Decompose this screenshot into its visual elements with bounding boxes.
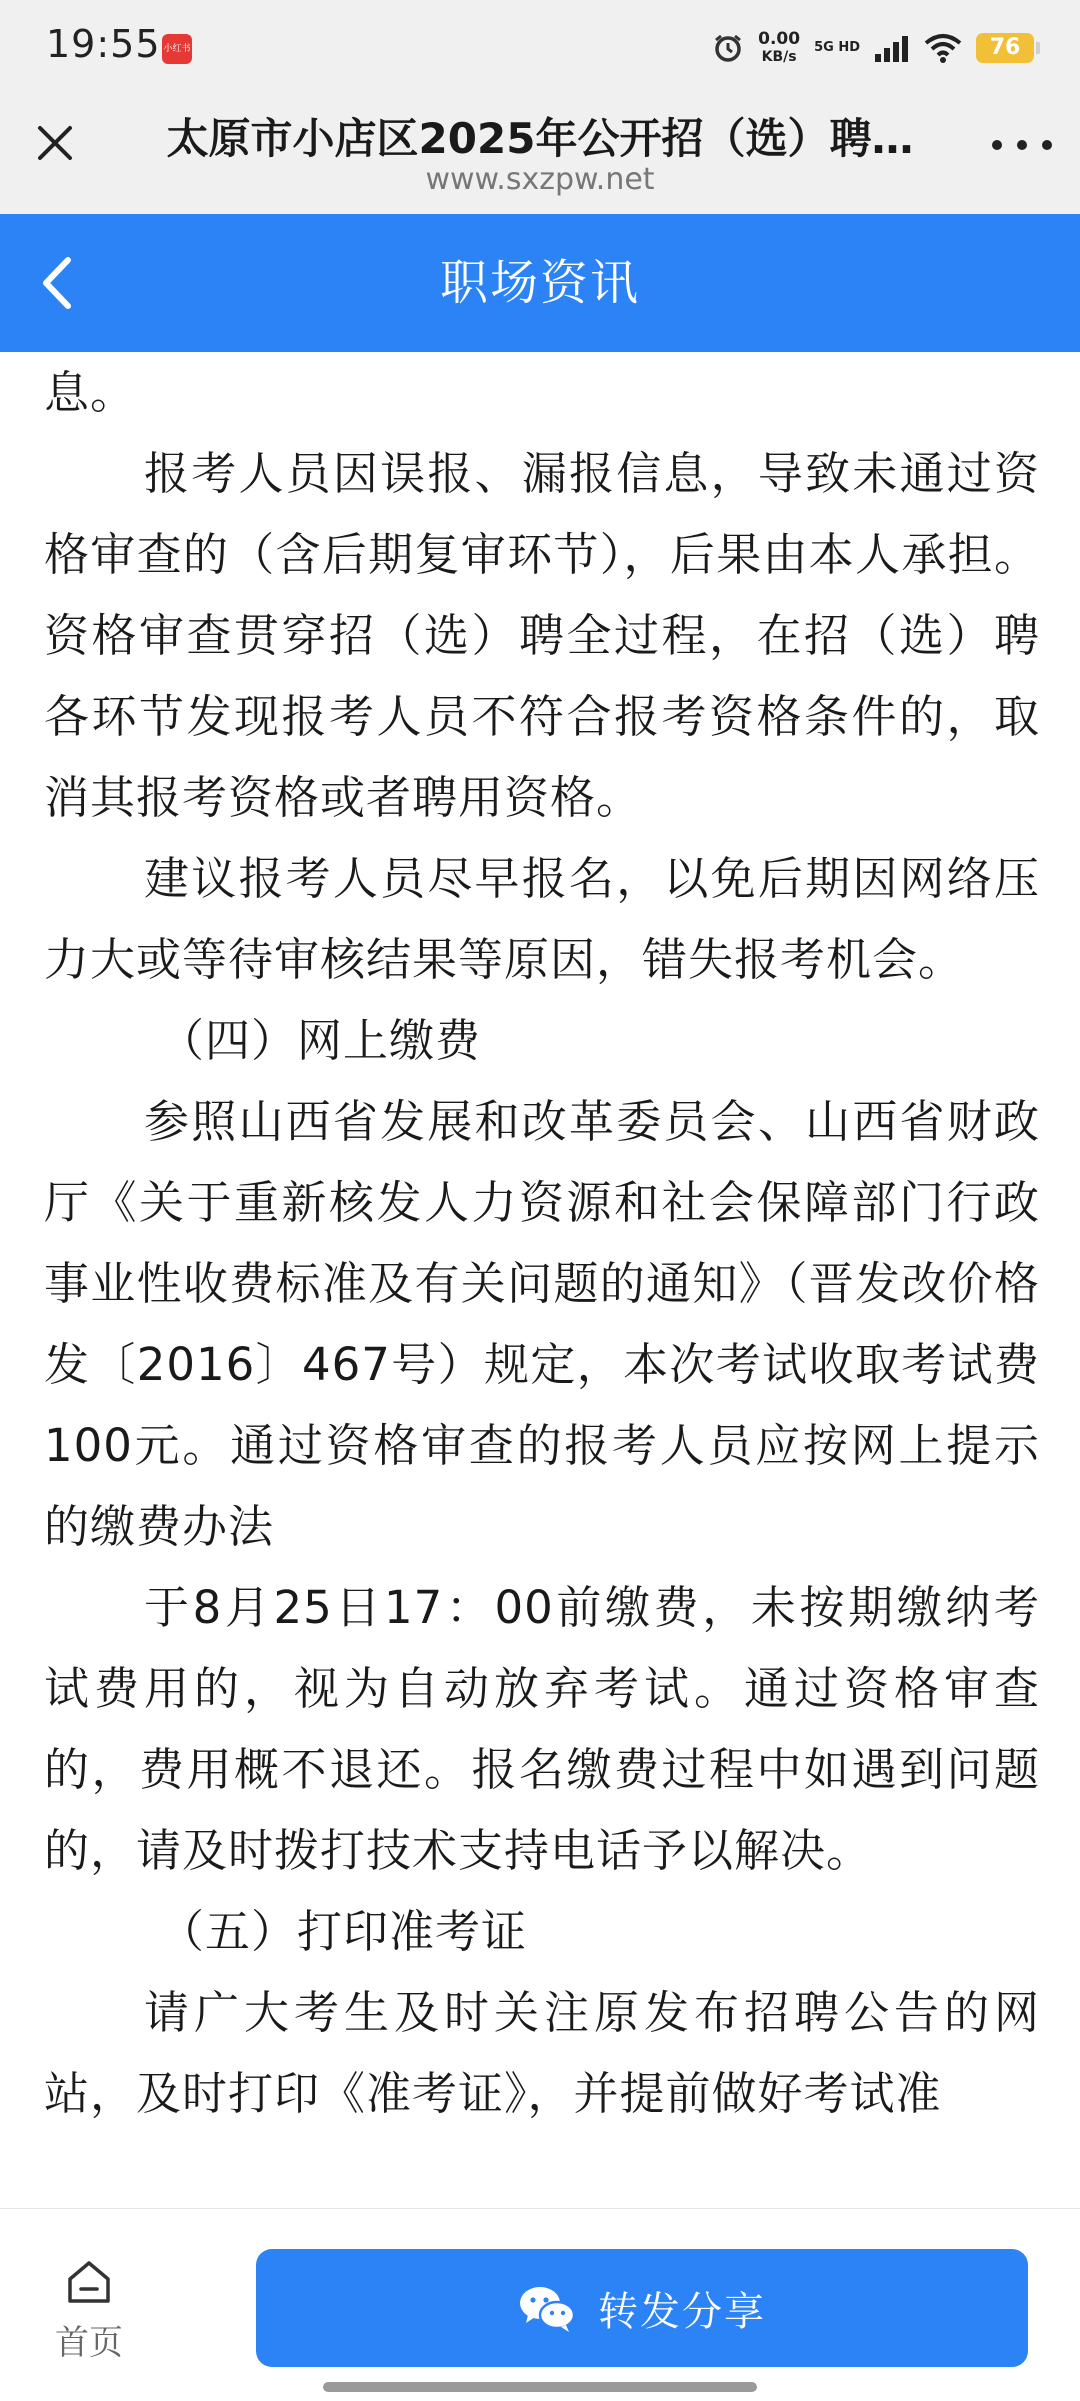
cellular-signal-icon bbox=[874, 34, 910, 62]
home-icon bbox=[64, 2257, 114, 2307]
network-type-top: 5G HD bbox=[814, 40, 860, 55]
dot bbox=[992, 140, 1002, 150]
close-icon[interactable] bbox=[30, 118, 80, 168]
alarm-clock-icon bbox=[712, 32, 744, 64]
section-heading: （五）打印准考证 bbox=[159, 1905, 528, 1958]
bottom-action-bar bbox=[0, 2208, 1080, 2401]
article-paragraph: 于8月25日17：00前缴费，未按期缴纳考试费用的，视为自动放弃考试。通过资格审查的，费用概不退还。报名缴费过程中如遇到问题的，请及时拨打技术支持电话予以解决。 bbox=[44, 1581, 1040, 1877]
battery-indicator: 76 bbox=[976, 33, 1034, 63]
network-speed-unit: KB/s bbox=[761, 49, 797, 65]
browser-title-bar bbox=[0, 96, 1080, 214]
article-paragraph: 参照山西省发展和改革委员会、山西省财政厅《关于重新核发人力资源和社会保障部门行政事业性收费标准及有关问题的通知》（晋发改价格发〔2016〕467号）规定，本次考试收取考试费100元。通过资格审查的报考人员应按网上提示的缴费办法 bbox=[44, 1095, 1040, 1553]
section-heading: （四）网上缴费 bbox=[159, 1014, 482, 1067]
dot bbox=[1017, 140, 1027, 150]
gesture-home-indicator[interactable] bbox=[323, 2382, 757, 2392]
home-tab[interactable] bbox=[34, 2257, 144, 2367]
back-icon[interactable] bbox=[30, 252, 90, 314]
app-header bbox=[0, 214, 1080, 352]
page-title: 太原市小店区2025年公开招（选）聘… bbox=[166, 114, 914, 163]
network-speed-value: 0.00 bbox=[758, 29, 801, 49]
home-label: 首页 bbox=[55, 2323, 123, 2363]
article-paragraph: 报考人员因误报、漏报信息，导致未通过资格审查的（含后期复审环节），后果由本人承担。资格审查贯穿招（选）聘全过程，在招（选）聘各环节发现报考人员不符合报考资格条件的，取消其报考资格或者聘用资格。 bbox=[44, 447, 1040, 824]
header-title: 职场资讯 bbox=[439, 255, 640, 311]
status-time: 19:55 bbox=[46, 22, 161, 66]
status-bar bbox=[0, 0, 1080, 96]
dot bbox=[1042, 140, 1052, 150]
more-options-icon[interactable] bbox=[992, 130, 1052, 160]
article-body bbox=[44, 352, 1040, 2208]
wechat-icon bbox=[518, 2283, 576, 2333]
share-label: 转发分享 bbox=[598, 2288, 766, 2335]
network-type bbox=[814, 41, 860, 55]
network-speed bbox=[758, 30, 800, 66]
article-paragraph: 息。 bbox=[44, 366, 137, 419]
xiaohongshu-notification-icon: 小红书 bbox=[162, 34, 192, 64]
page-url: www.sxzpw.net bbox=[425, 162, 655, 197]
article-paragraph: 建议报考人员尽早报名，以免后期因网络压力大或等待审核结果等原因，错失报考机会。 bbox=[44, 852, 1040, 986]
wifi-icon bbox=[924, 33, 962, 63]
article-paragraph: 请广大考生及时关注原发布招聘公告的网站，及时打印《准考证》，并提前做好考试准 bbox=[44, 1986, 1040, 2120]
share-button[interactable] bbox=[256, 2249, 1028, 2367]
status-indicators bbox=[712, 26, 1034, 70]
